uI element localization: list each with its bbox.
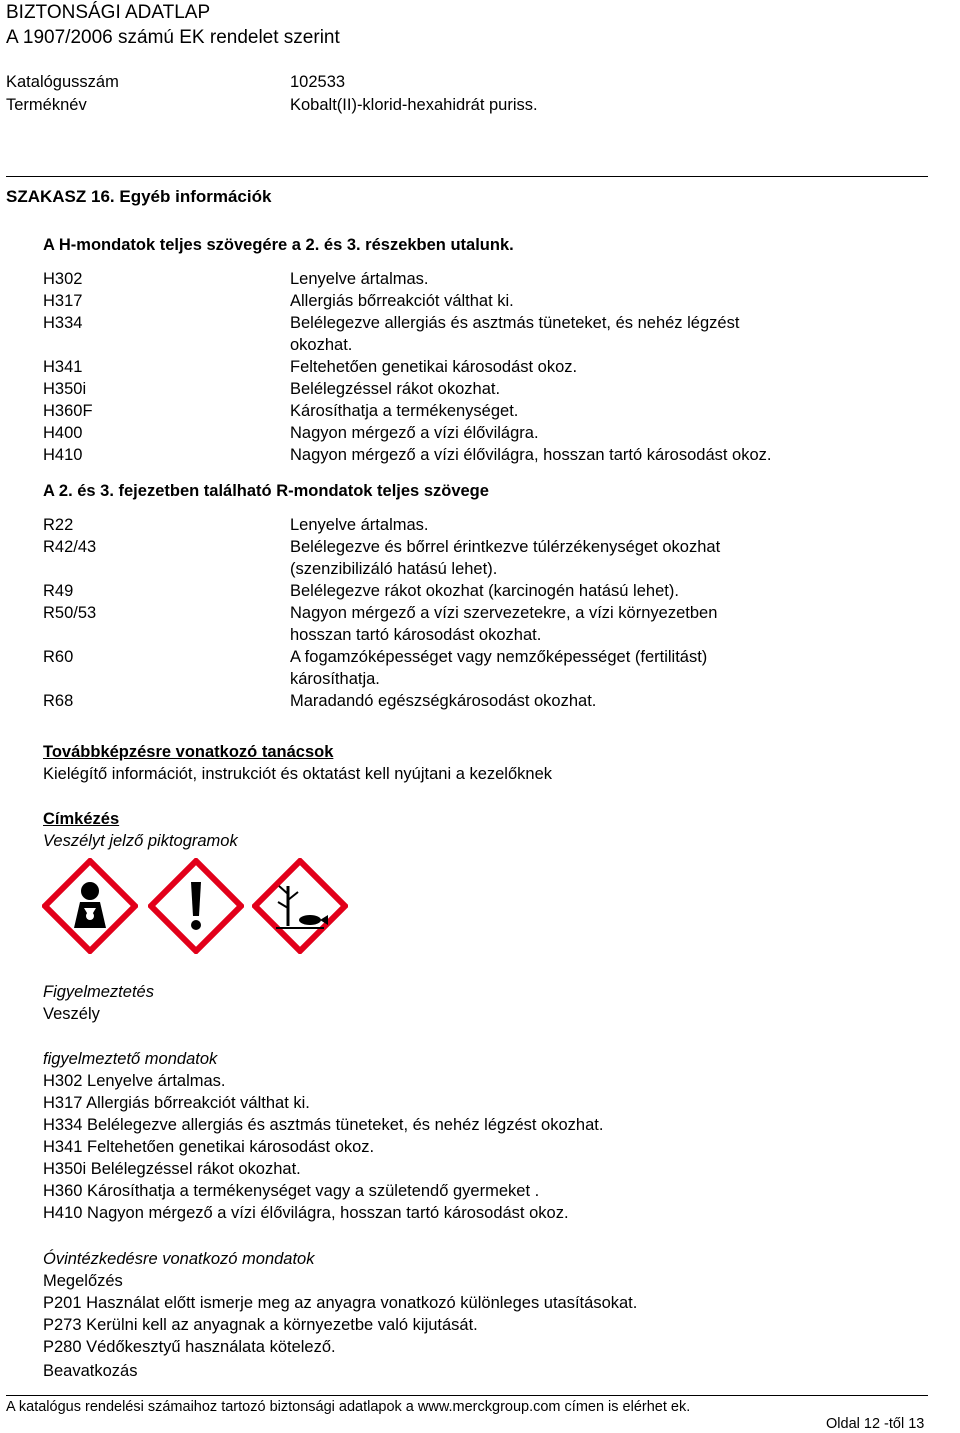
statement-text: Feltehetően genetikai károsodást okoz. [290,358,578,376]
statement-code: H350i [43,380,87,398]
precautionary-statement-line: P273 Kerülni kell az anyagnak a környezetbe való kijutását. [43,1316,478,1334]
statement-text: Károsíthatja a termékenységet. [290,402,519,420]
statement-code: H334 [43,314,83,332]
signal-word-label: Figyelmeztetés [43,983,154,1001]
catalog-label: Katalógusszám [6,73,119,91]
pictograms-title: Veszélyt jelző piktogramok [43,832,238,850]
statement-code: H360F [43,402,93,420]
hazard-statement-line: H317 Allergiás bőrreakciót válthat ki. [43,1094,310,1112]
statement-text: károsíthatja. [290,670,380,688]
precautionary-statement-line: P201 Használat előtt ismerje meg az anyagra vonatkozó különleges utasításokat. [43,1294,638,1312]
statement-text: Maradandó egészségkárosodást okozhat. [290,692,597,710]
statement-text: okozhat. [290,336,353,354]
catalog-value: 102533 [290,73,346,91]
training-text: Kielégítő információt, instrukciót és oktatást kell nyújtani a kezelőknek [43,765,553,783]
statement-code: R42/43 [43,538,97,556]
document-title: BIZTONSÁGI ADATLAP [6,2,211,23]
statement-text: (szenzibilizáló hatású lehet). [290,560,498,578]
labelling-title: Címkézés [43,810,120,828]
footer-note: A katalógus rendelési számaihoz tartozó biztonsági adatlapok a www.merckgroup.com címen is elérhet ek. [6,1399,691,1415]
exclamation-mark-pictogram-icon [148,858,244,954]
section-title: SZAKASZ 16. Egyéb információk [6,187,272,206]
health-hazard-pictogram-icon [42,858,138,954]
statement-text: hosszan tartó károsodást okozhat. [290,626,542,644]
hazard-statement-line: H350i Belélegzéssel rákot okozhat. [43,1160,301,1178]
statement-text: Nagyon mérgező a vízi szervezetekre, a vízi környezetben [290,604,718,622]
statement-code: R68 [43,692,74,710]
regulation-subtitle: A 1907/2006 számú EK rendelet szerint [6,27,340,48]
precautionary-statements-label: Óvintézkedésre vonatkozó mondatok [43,1250,315,1268]
statement-text: Belélegzéssel rákot okozhat. [290,380,501,398]
h-statements-intro: A H-mondatok teljes szövegére a 2. és 3. részekben utalunk. [43,236,514,254]
r-statements-title: A 2. és 3. fejezetben található R-mondatok teljes szövege [43,482,489,500]
product-value: Kobalt(II)-klorid-hexahidrát puriss. [290,96,538,114]
response-label: Beavatkozás [43,1362,138,1380]
hazard-statement-line: H341 Feltehetően genetikai károsodást okoz. [43,1138,375,1156]
statement-text: Lenyelve ártalmas. [290,270,429,288]
product-label: Terméknév [6,96,87,114]
statement-text: Lenyelve ártalmas. [290,516,429,534]
hazard-statement-line: H334 Belélegezve allergiás és asztmás tüneteket, és nehéz légzést okozhat. [43,1116,604,1134]
statement-code: H410 [43,446,83,464]
statement-code: R50/53 [43,604,97,622]
hazard-statement-line: H410 Nagyon mérgező a vízi élővilágra, hosszan tartó károsodást okoz. [43,1204,569,1222]
statement-code: H317 [43,292,83,310]
statement-code: H302 [43,270,83,288]
statement-text: Belélegezve és bőrrel érintkezve túlérzékenységet okozhat [290,538,721,556]
statement-code: R22 [43,516,74,534]
precautionary-statement-line: P280 Védőkesztyű használata kötelező. [43,1338,336,1356]
statement-text: Belélegezve rákot okozhat (karcinogén hatású lehet). [290,582,679,600]
statement-text: Nagyon mérgező a vízi élővilágra, hosszan tartó károsodást okoz. [290,446,772,464]
hazard-statement-line: H302 Lenyelve ártalmas. [43,1072,226,1090]
environment-pictogram-icon [252,858,348,954]
section-divider [6,176,928,177]
footer-divider [6,1395,928,1396]
hazard-statements-label: figyelmeztető mondatok [43,1050,218,1068]
statement-code: H341 [43,358,83,376]
page-number: Oldal 12 -től 13 [826,1416,925,1432]
statement-text: Belélegezve allergiás és asztmás tüneteket, és nehéz légzést [290,314,740,332]
signal-word-value: Veszély [43,1005,100,1023]
hazard-statement-line: H360 Károsíthatja a termékenységet vagy a születendő gyermeket . [43,1182,540,1200]
statement-code: R49 [43,582,74,600]
statement-code: H400 [43,424,83,442]
statement-code: R60 [43,648,74,666]
statement-text: Nagyon mérgező a vízi élővilágra. [290,424,539,442]
statement-text: A fogamzóképességet vagy nemzőképességet (fertilitást) [290,648,708,666]
training-title: Továbbképzésre vonatkozó tanácsok [43,743,334,761]
statement-text: Allergiás bőrreakciót válthat ki. [290,292,514,310]
prevention-label: Megelőzés [43,1272,123,1290]
